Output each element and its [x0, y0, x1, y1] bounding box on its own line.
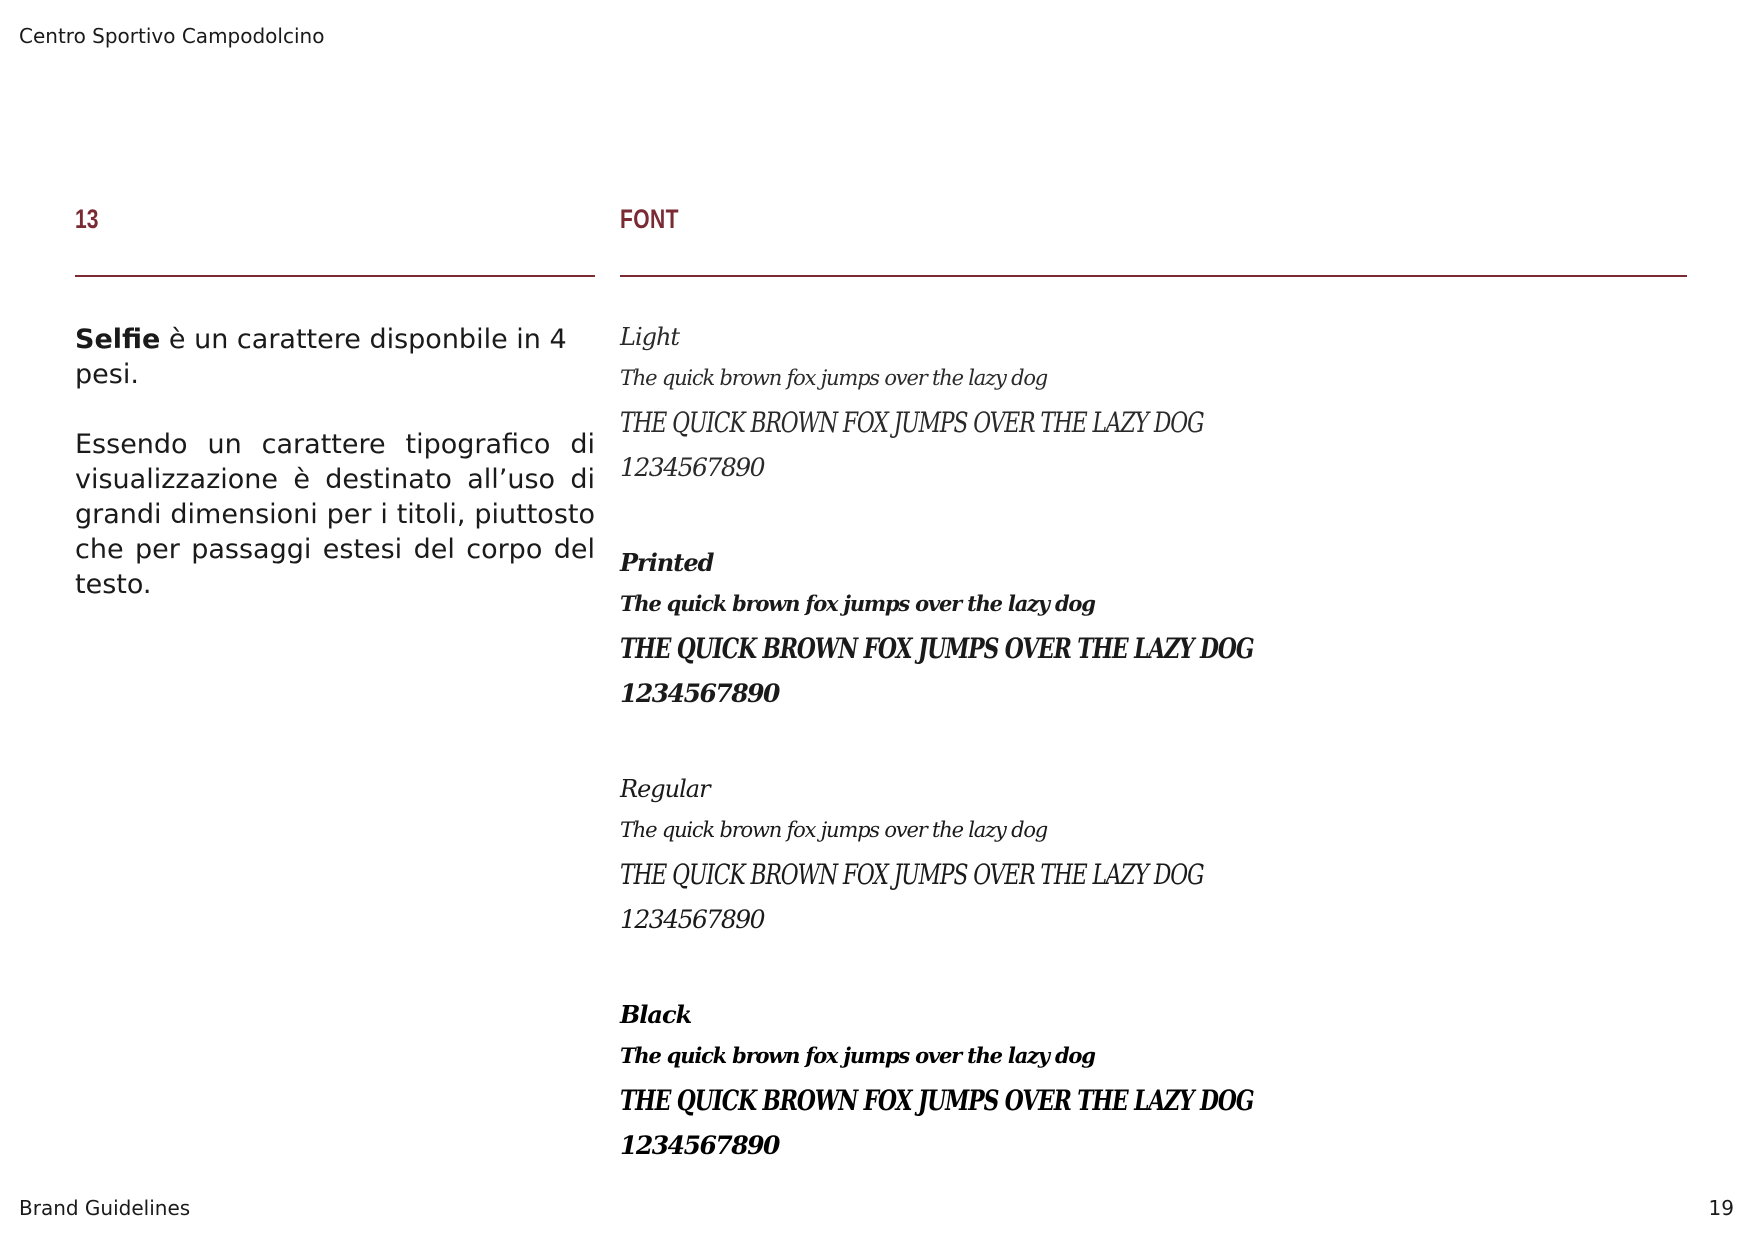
specimen-digits: 1234567890: [620, 1131, 779, 1160]
specimen-digits: 1234567890: [620, 453, 765, 482]
section-title: FONT: [620, 204, 679, 234]
section-divider-right: [620, 275, 1687, 277]
specimen-weight-label: Regular: [620, 775, 710, 803]
specimen-weight-label: Light: [620, 323, 680, 351]
specimen-digits: 1234567890: [620, 905, 765, 934]
specimen-uppercase: THE QUICK BROWN FOX JUMPS OVER THE LAZY DOG: [620, 632, 1254, 665]
font-name: Selfie: [75, 324, 161, 355]
document-header-title: Centro Sportivo Campodolcino: [19, 24, 325, 48]
specimen-uppercase: THE QUICK BROWN FOX JUMPS OVER THE LAZY DOG: [620, 858, 1204, 891]
specimen-black: [620, 996, 1700, 1168]
specimen-uppercase: THE QUICK BROWN FOX JUMPS OVER THE LAZY DOG: [620, 1084, 1254, 1117]
specimen-regular: [620, 770, 1700, 942]
specimen-uppercase: THE QUICK BROWN FOX JUMPS OVER THE LAZY DOG: [620, 406, 1204, 439]
specimen-pangram: The quick brown fox jumps over the lazy dog: [620, 1043, 1095, 1068]
specimen-pangram: The quick brown fox jumps over the lazy dog: [620, 818, 1048, 842]
font-intro-text: è un carattere disponbile in 4 pesi.: [75, 324, 567, 390]
font-description-column: [75, 322, 595, 602]
section-divider-left: [75, 275, 595, 277]
specimen-pangram: The quick brown fox jumps over the lazy dog: [620, 366, 1048, 390]
section-number: 13: [75, 204, 99, 234]
specimen-weight-label: Printed: [620, 548, 714, 577]
specimen-pangram: The quick brown fox jumps over the lazy dog: [620, 591, 1095, 616]
specimen-digits: 1234567890: [620, 679, 779, 708]
specimen-light: [620, 318, 1700, 490]
specimen-printed: [620, 544, 1700, 716]
document-footer-label: Brand Guidelines: [19, 1196, 191, 1220]
specimen-weight-label: Black: [620, 1000, 692, 1029]
font-intro-paragraph: [75, 322, 595, 392]
font-description-paragraph: Essendo un carattere tipografico di visualizzazione è destinato all’uso di grandi dimensioni per i titoli, piuttosto che per passaggi estesi del corpo del testo.: [75, 429, 595, 600]
page-number: 19: [1708, 1196, 1734, 1220]
